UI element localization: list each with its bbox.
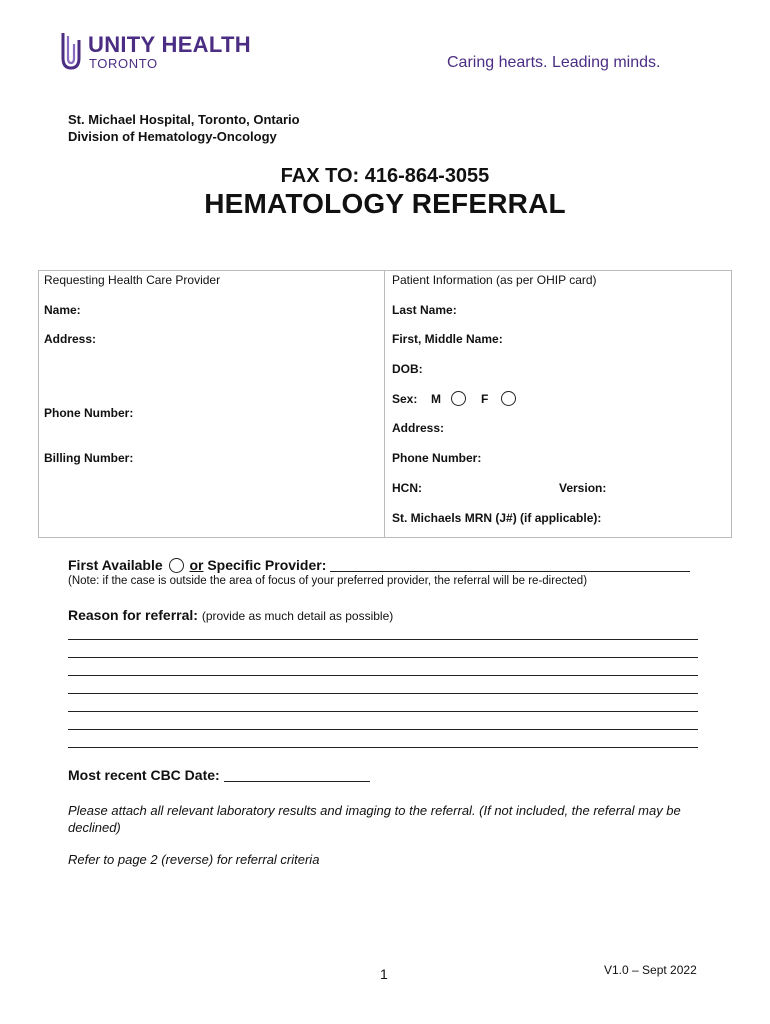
referral-info-table [38, 270, 732, 538]
or-label: or [189, 557, 204, 573]
patient-version-field[interactable]: Version: [559, 481, 607, 495]
patient-sex-label: Sex: [392, 392, 418, 406]
reason-note: (provide as much detail as possible) [201, 609, 394, 623]
page-number: 1 [380, 966, 388, 982]
specific-provider-label: Specific Provider: [207, 557, 327, 573]
fax-number: FAX TO: 416-864-3055 [280, 165, 490, 187]
provider-heading: Requesting Health Care Provider [44, 273, 221, 287]
provider-address-field[interactable]: Address: [44, 332, 97, 346]
page-title: HEMATOLOGY REFERRAL [204, 188, 566, 219]
reason-line[interactable] [68, 639, 698, 640]
patient-heading: Patient Information (as per OHIP card) [392, 273, 597, 287]
reason-line[interactable] [68, 729, 698, 730]
patient-phone-field[interactable]: Phone Number: [392, 451, 482, 465]
first-available-label: First Available [68, 557, 163, 573]
unity-health-logo-icon [60, 30, 82, 72]
sex-f-radio[interactable] [501, 391, 516, 406]
refer-instructions: Refer to page 2 (reverse) for referral criteria [68, 852, 320, 867]
patient-last-name-field[interactable]: Last Name: [392, 303, 457, 317]
patient-first-name-field[interactable]: First, Middle Name: [392, 332, 503, 346]
sex-f-label: F [481, 392, 489, 406]
patient-dob-field[interactable]: DOB: [392, 362, 423, 376]
logo-tagline: Caring hearts. Leading minds. [447, 54, 661, 71]
reason-line[interactable] [68, 675, 698, 676]
provider-billing-field[interactable]: Billing Number: [44, 451, 134, 465]
division-name: Division of Hematology-Oncology [68, 129, 277, 144]
provider-note: (Note: if the case is outside the area of focus of your preferred provider, the referral will be re-directed) [68, 575, 588, 587]
provider-name-field[interactable]: Name: [44, 303, 81, 317]
reason-line[interactable] [68, 711, 698, 712]
patient-address-field[interactable]: Address: [392, 421, 445, 435]
provider-choice-row [68, 556, 690, 574]
attach-instructions: Please attach all relevant laboratory results and imaging to the referral. (If not included, the referral may be declined) [68, 803, 681, 835]
logo-name: UNITY HEALTH [88, 32, 251, 57]
patient-mrn-field[interactable]: St. Michaels MRN (J#) (if applicable): [392, 511, 602, 525]
first-available-radio[interactable] [169, 558, 184, 573]
patient-hcn-field[interactable]: HCN: [392, 481, 422, 495]
provider-phone-field[interactable]: Phone Number: [44, 406, 134, 420]
logo-subname: TORONTO [89, 56, 158, 71]
cbc-date-label: Most recent CBC Date: [68, 767, 220, 783]
hospital-name: St. Michael Hospital, Toronto, Ontario [68, 112, 300, 127]
reason-line[interactable] [68, 693, 698, 694]
reason-label: Reason for referral: [68, 607, 198, 623]
reason-heading [68, 606, 393, 625]
form-version: V1.0 – Sept 2022 [604, 963, 697, 977]
reason-line[interactable] [68, 657, 698, 658]
cbc-date-input[interactable] [224, 781, 370, 782]
cbc-date-row [68, 766, 370, 784]
table-divider [384, 270, 385, 538]
specific-provider-input[interactable] [330, 571, 690, 572]
reason-line[interactable] [68, 747, 698, 748]
sex-m-radio[interactable] [451, 391, 466, 406]
sex-m-label: M [431, 392, 441, 406]
